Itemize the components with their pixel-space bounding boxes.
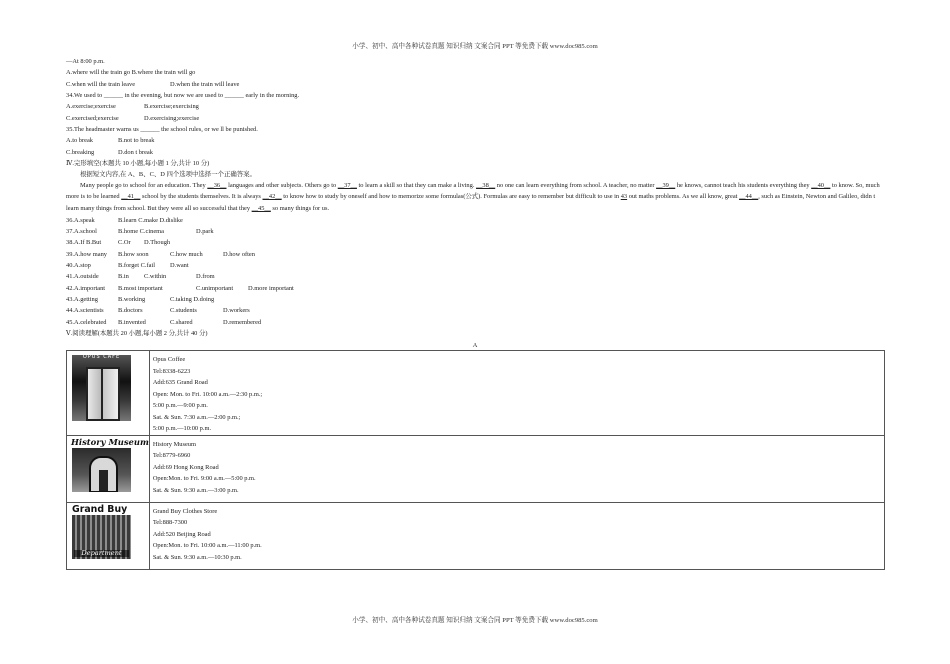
- option-c: C.students: [170, 307, 197, 314]
- option-d: D.more important: [248, 285, 294, 292]
- option-row-43: [66, 296, 215, 303]
- ad-name: Opus Coffee: [152, 356, 186, 363]
- option-a: 38.A.If B.But: [66, 239, 102, 246]
- ad-row-opus: [67, 351, 885, 436]
- option-row-41: [66, 273, 215, 280]
- ad-tel: Tel:8779-6960: [152, 452, 191, 459]
- q35-option-b: B.not to break: [118, 137, 155, 144]
- q35-option-a: A.to break: [66, 137, 93, 144]
- option-a: 44.A.scientists: [66, 307, 104, 314]
- ad-text-cell: [149, 502, 884, 569]
- q35-option-c: C.breaking: [66, 149, 95, 156]
- ad-image-cell: [67, 502, 150, 569]
- blank-38: __38__: [476, 182, 496, 189]
- option-b: B.most important: [118, 285, 163, 292]
- q34-option-a: A.exercise;exercise: [66, 103, 116, 110]
- blank-40: __40__: [811, 182, 831, 189]
- option-row-45: [66, 319, 262, 326]
- option-a: 39.A.how many: [66, 251, 108, 258]
- option-b: B.forget C.fail: [118, 262, 155, 269]
- ads-table: [66, 350, 885, 570]
- option-a: 45.A.celebrated: [66, 319, 107, 326]
- option-c: C.Or: [118, 239, 131, 246]
- opus-cafe-photo: [72, 355, 131, 421]
- store-logo-text: Grand Buy: [72, 503, 128, 515]
- passage-text: school by the students themselves. It is always: [140, 193, 263, 201]
- ad-hours: Open: Mon. to Fri. 10:00 a.m.—2:30 p.m.;: [152, 390, 263, 398]
- ad-hours: Sat. & Sun. 7:30 a.m.—2:00 p.m.;: [152, 413, 241, 421]
- option-b: B.working: [118, 296, 146, 303]
- ad-row-grand-buy: [67, 502, 885, 569]
- option-row-39: [66, 251, 255, 258]
- q34-option-c: C.exercised;exercise: [66, 115, 119, 122]
- q33-options-ab: A.where will the train go B.where the train will go: [66, 69, 196, 76]
- page-footer: 小学、初中、高中各种试卷真题 知识归纳 文案合同 PPT 等免费下载 www.doc985.com: [352, 617, 598, 624]
- option-row-44: [66, 307, 250, 314]
- ad-hours: Sat. & Sun. 9:30 a.m.—10:30 p.m.: [152, 553, 242, 561]
- option-b: B.in: [118, 273, 129, 280]
- cloze-passage: [66, 180, 886, 214]
- q34-option-d: D.exercising;exercise: [144, 115, 200, 122]
- option-b: B.invented: [118, 319, 146, 326]
- passage-text: to learn a skill so that they can make a living.: [356, 182, 477, 189]
- option-d: D.from: [196, 273, 215, 280]
- ad-hours: Sat. & Sun. 9:30 a.m.—3:00 p.m.: [152, 486, 239, 494]
- option-c: C.unimportant: [196, 285, 234, 292]
- blank-37: __37__: [337, 182, 357, 189]
- blank-43: 43: [620, 193, 628, 201]
- passage-text: , such as Einstein, Newton and Galileo, didn t learn many things from school. But they were all so successful that they: [66, 193, 876, 212]
- ad-image-cell: [67, 435, 150, 502]
- section5-title: Ⅴ.阅读理解(本题共 20 小题,每小题 2 分,共计 40 分): [66, 330, 208, 337]
- option-c: C.taking D.doing: [170, 296, 215, 303]
- ad-hours: 5:00 p.m.—9:00 p.m.: [152, 402, 208, 409]
- option-b: B.learn C.make D.dislike: [118, 217, 183, 224]
- photo-caption: OPUS CAFE: [82, 355, 121, 360]
- q33-option-d: D.when the train will leave: [170, 81, 240, 88]
- option-a: 41.A.outside: [66, 273, 99, 280]
- grand-buy-photo: [72, 515, 131, 559]
- option-row-42: [66, 285, 294, 292]
- option-d: D.park: [196, 228, 214, 235]
- option-b: B.home C.cinema: [118, 228, 164, 235]
- passage-text: to know how to study by oneself and how to memorize some formulas(公式). Formulas are easy to remember but difficult to use in: [281, 193, 621, 201]
- option-row-36: [66, 217, 183, 224]
- blank-41: __41__: [121, 193, 141, 201]
- option-row-40: [66, 262, 189, 269]
- option-d: D.workers: [223, 307, 250, 314]
- passage-text: languages and other subjects. Others go to: [226, 182, 338, 189]
- museum-entrance-graphic: [89, 456, 118, 492]
- blank-39: __39__: [656, 182, 676, 189]
- ad-address: Add:69 Hong Kong Road: [152, 463, 219, 471]
- ad-name: History Museum: [152, 440, 196, 448]
- option-d: D.how often: [223, 251, 255, 258]
- ad-address: Add:635 Grand Road: [152, 379, 208, 386]
- option-d: D.remembered: [223, 319, 262, 326]
- passage-text: so many things for us.: [270, 204, 330, 212]
- q35-stem: 35.The headmaster warns us ______ the school rules, or we ll be punished.: [66, 126, 258, 133]
- option-row-37: [66, 228, 214, 235]
- q34-stem: 34.We used to ______ in the evening, but now we are used to ______ early in the morning.: [66, 92, 300, 99]
- option-a: 36.A.speak: [66, 217, 95, 224]
- passage-text: he knows, cannot teach his students everything they: [675, 182, 812, 189]
- ad-hours: 5:00 p.m.—10:00 p.m.: [152, 425, 212, 432]
- option-a: 43.A.getting: [66, 296, 98, 303]
- passage-text: out maths problems. As we all know, great: [627, 193, 740, 201]
- section4-title: Ⅳ.完形填空(本题共 10 小题,每小题 1 分,共计 10 分): [66, 160, 210, 167]
- ad-address: Add:520 Beijing Road: [152, 530, 211, 538]
- part-label: A: [472, 342, 478, 349]
- ad-text-cell: [149, 351, 884, 436]
- option-b: B.doctors: [118, 307, 143, 314]
- cafe-door-graphic: [86, 367, 120, 421]
- ad-hours: Open:Mon. to Fri. 10:00 a.m.—11:00 p.m.: [152, 542, 262, 549]
- store-sign: Department: [74, 550, 129, 557]
- history-museum-photo: [72, 448, 131, 492]
- ad-text-cell: [149, 435, 884, 502]
- passage-text: Many people go to school for an education. They: [80, 182, 208, 189]
- option-c: C.how much: [170, 251, 203, 258]
- q35-option-d: D.don t break: [118, 149, 153, 156]
- option-c: C.within: [144, 273, 167, 280]
- ad-tel: Tel:8338-6223: [152, 367, 191, 375]
- blank-45: __45__: [251, 204, 271, 212]
- option-c: C.shared: [170, 319, 193, 326]
- ad-tel: Tel:888-7300: [152, 519, 188, 526]
- option-a: 40.A.stop: [66, 262, 91, 269]
- q34-option-b: B.exercise;exercising: [144, 103, 199, 110]
- blank-42: __42__: [262, 193, 282, 201]
- option-b: B.how soon: [118, 251, 149, 258]
- option-a: 42.A.important: [66, 285, 106, 292]
- passage-text: to know. So, much more is to be learned: [66, 182, 880, 201]
- page-header: 小学、初中、高中各种试卷真题 知识归纳 文案合同 PPT 等免费下载 www.doc985.com: [352, 43, 598, 50]
- q33-stem-tail: —At 8:00 p.m.: [66, 58, 105, 65]
- option-a: 37.A.school: [66, 228, 97, 235]
- option-d: D.Though: [144, 239, 171, 246]
- q33-option-c: C.when will the train leave: [66, 81, 136, 88]
- blank-44: __44__: [739, 193, 759, 201]
- ad-image-cell: [67, 351, 150, 436]
- option-row-38: [66, 239, 171, 246]
- museum-logo-text: History Museum: [71, 436, 149, 447]
- option-d: D.want: [170, 262, 189, 269]
- ad-name: Grand Buy Clothes Store: [152, 507, 218, 515]
- passage-text: no one can learn everything from school. A teacher, no matter: [495, 182, 657, 189]
- ad-hours: Open:Mon. to Fri. 9:00 a.m.—5:00 p.m.: [152, 475, 256, 482]
- blank-36: __36__: [207, 182, 227, 189]
- ad-row-history-museum: [67, 435, 885, 502]
- section4-instruction: 根据短文内容,在 A、B、C、D 四个选项中选择一个正确答案。: [80, 171, 256, 178]
